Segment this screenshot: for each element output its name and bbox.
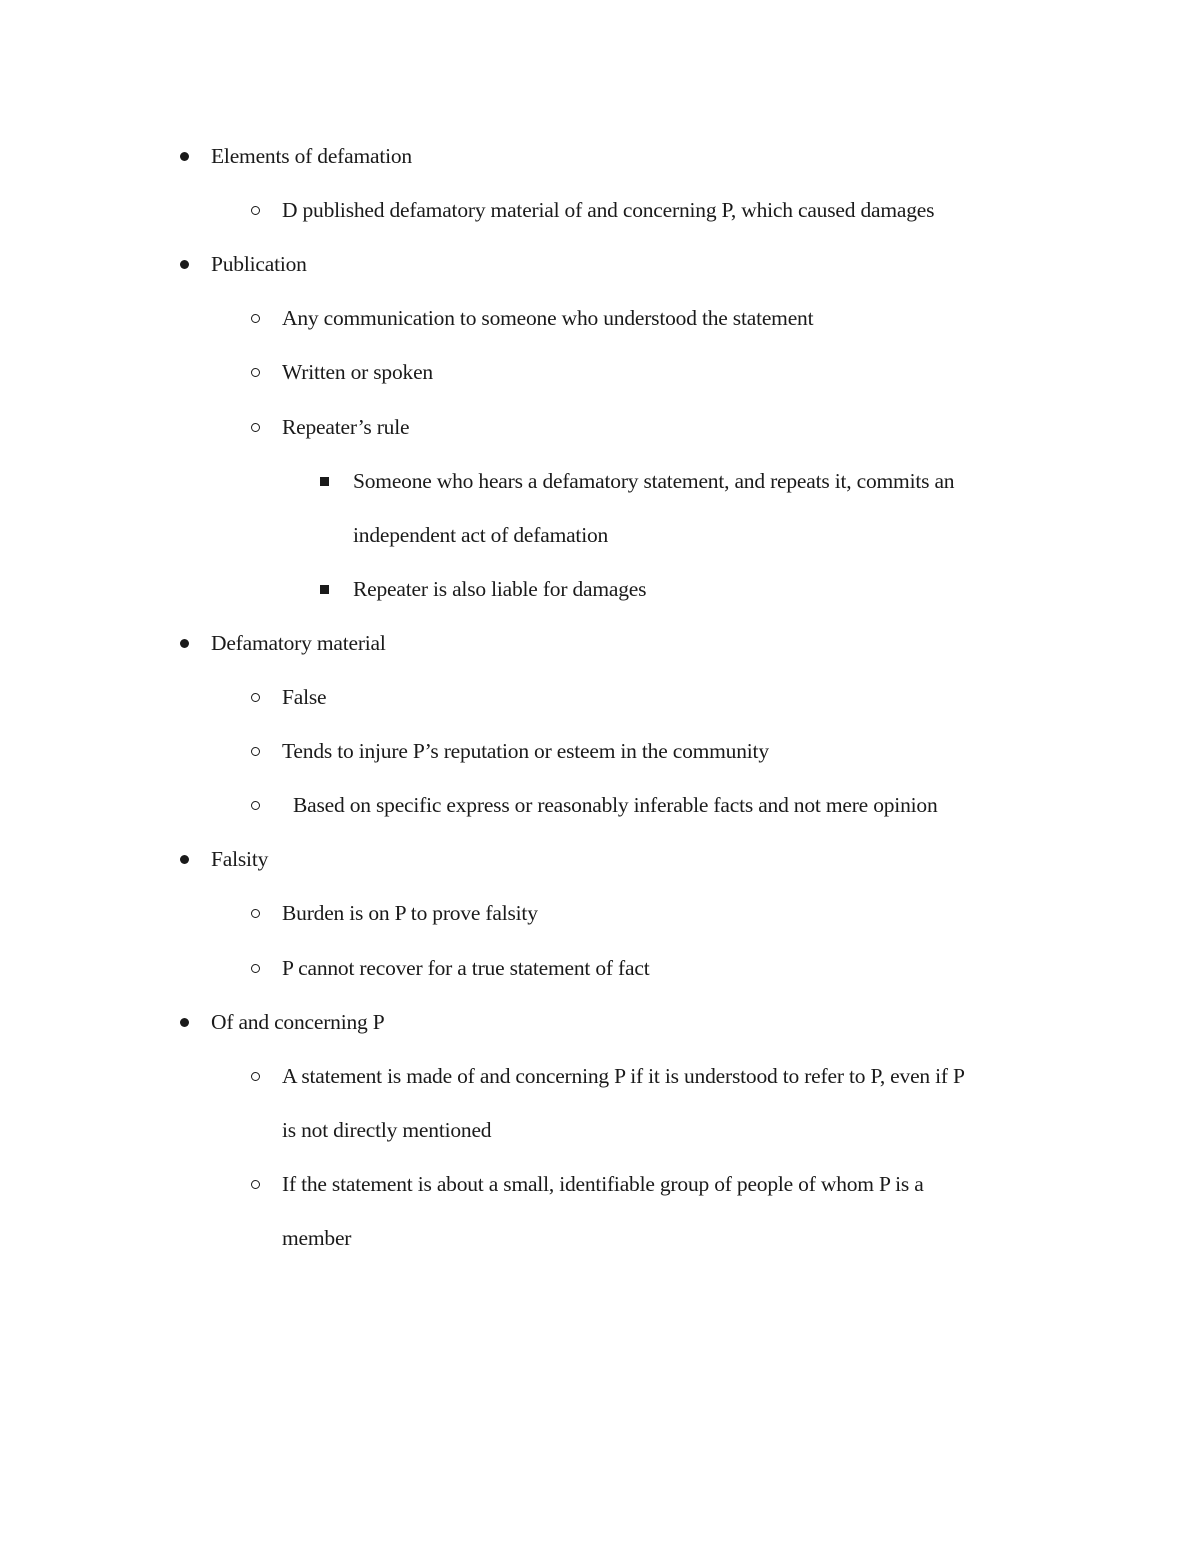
bullet-disc-icon — [180, 152, 189, 161]
list-item-level-2: Burden is on P to prove falsity — [282, 901, 538, 926]
bullet-circle-icon — [251, 1180, 260, 1189]
list-item-level-2: D published defamatory material of and concerning P, which caused damages — [282, 198, 935, 223]
bullet-disc-icon — [180, 639, 189, 648]
bullet-disc-icon — [180, 260, 189, 269]
bullet-disc-icon — [180, 855, 189, 864]
bullet-circle-icon — [251, 909, 260, 918]
list-item-level-2: Written or spoken — [282, 360, 433, 385]
list-item-continuation: independent act of defamation — [353, 522, 609, 547]
list-item-level-3: Repeater is also liable for damages — [353, 576, 647, 601]
list-item-level-2: False — [282, 685, 327, 709]
list-item-continuation: member — [282, 1226, 352, 1250]
list-item-level-1: Falsity — [211, 847, 269, 872]
list-item-level-1: Elements of defamation — [211, 144, 412, 168]
list-item-level-2: Tends to injure P’s reputation or esteem in the community — [282, 739, 769, 764]
list-item-level-2: Based on specific express or reasonably inferable facts and not mere opinion — [293, 793, 938, 818]
bullet-square-icon — [320, 585, 329, 594]
bullet-circle-icon — [251, 693, 260, 702]
list-item-level-2: Repeater’s rule — [282, 414, 410, 439]
bullet-circle-icon — [251, 964, 260, 973]
bullet-circle-icon — [251, 206, 260, 215]
list-item-level-1: Of and concerning P — [211, 1009, 385, 1034]
bullet-circle-icon — [251, 747, 260, 756]
list-item-level-2: P cannot recover for a true statement of fact — [282, 955, 650, 980]
list-item-level-2: Any communication to someone who understood the statement — [282, 306, 814, 331]
list-item-level-1: Publication — [211, 252, 307, 277]
bullet-circle-icon — [251, 368, 260, 377]
bullet-circle-icon — [251, 423, 260, 432]
list-item-level-1: Defamatory material — [211, 630, 386, 655]
list-item-level-2: If the statement is about a small, identifiable group of people of whom P is a — [282, 1171, 924, 1196]
bullet-circle-icon — [251, 801, 260, 810]
bullet-circle-icon — [251, 314, 260, 323]
bullet-circle-icon — [251, 1072, 260, 1081]
list-item-level-2: A statement is made of and concerning P if it is understood to refer to P, even if P — [282, 1063, 965, 1088]
list-item-level-3: Someone who hears a defamatory statement, and repeats it, commits an — [353, 468, 955, 493]
list-item-continuation: is not directly mentioned — [282, 1117, 492, 1142]
bullet-square-icon — [320, 477, 329, 486]
bullet-disc-icon — [180, 1018, 189, 1027]
